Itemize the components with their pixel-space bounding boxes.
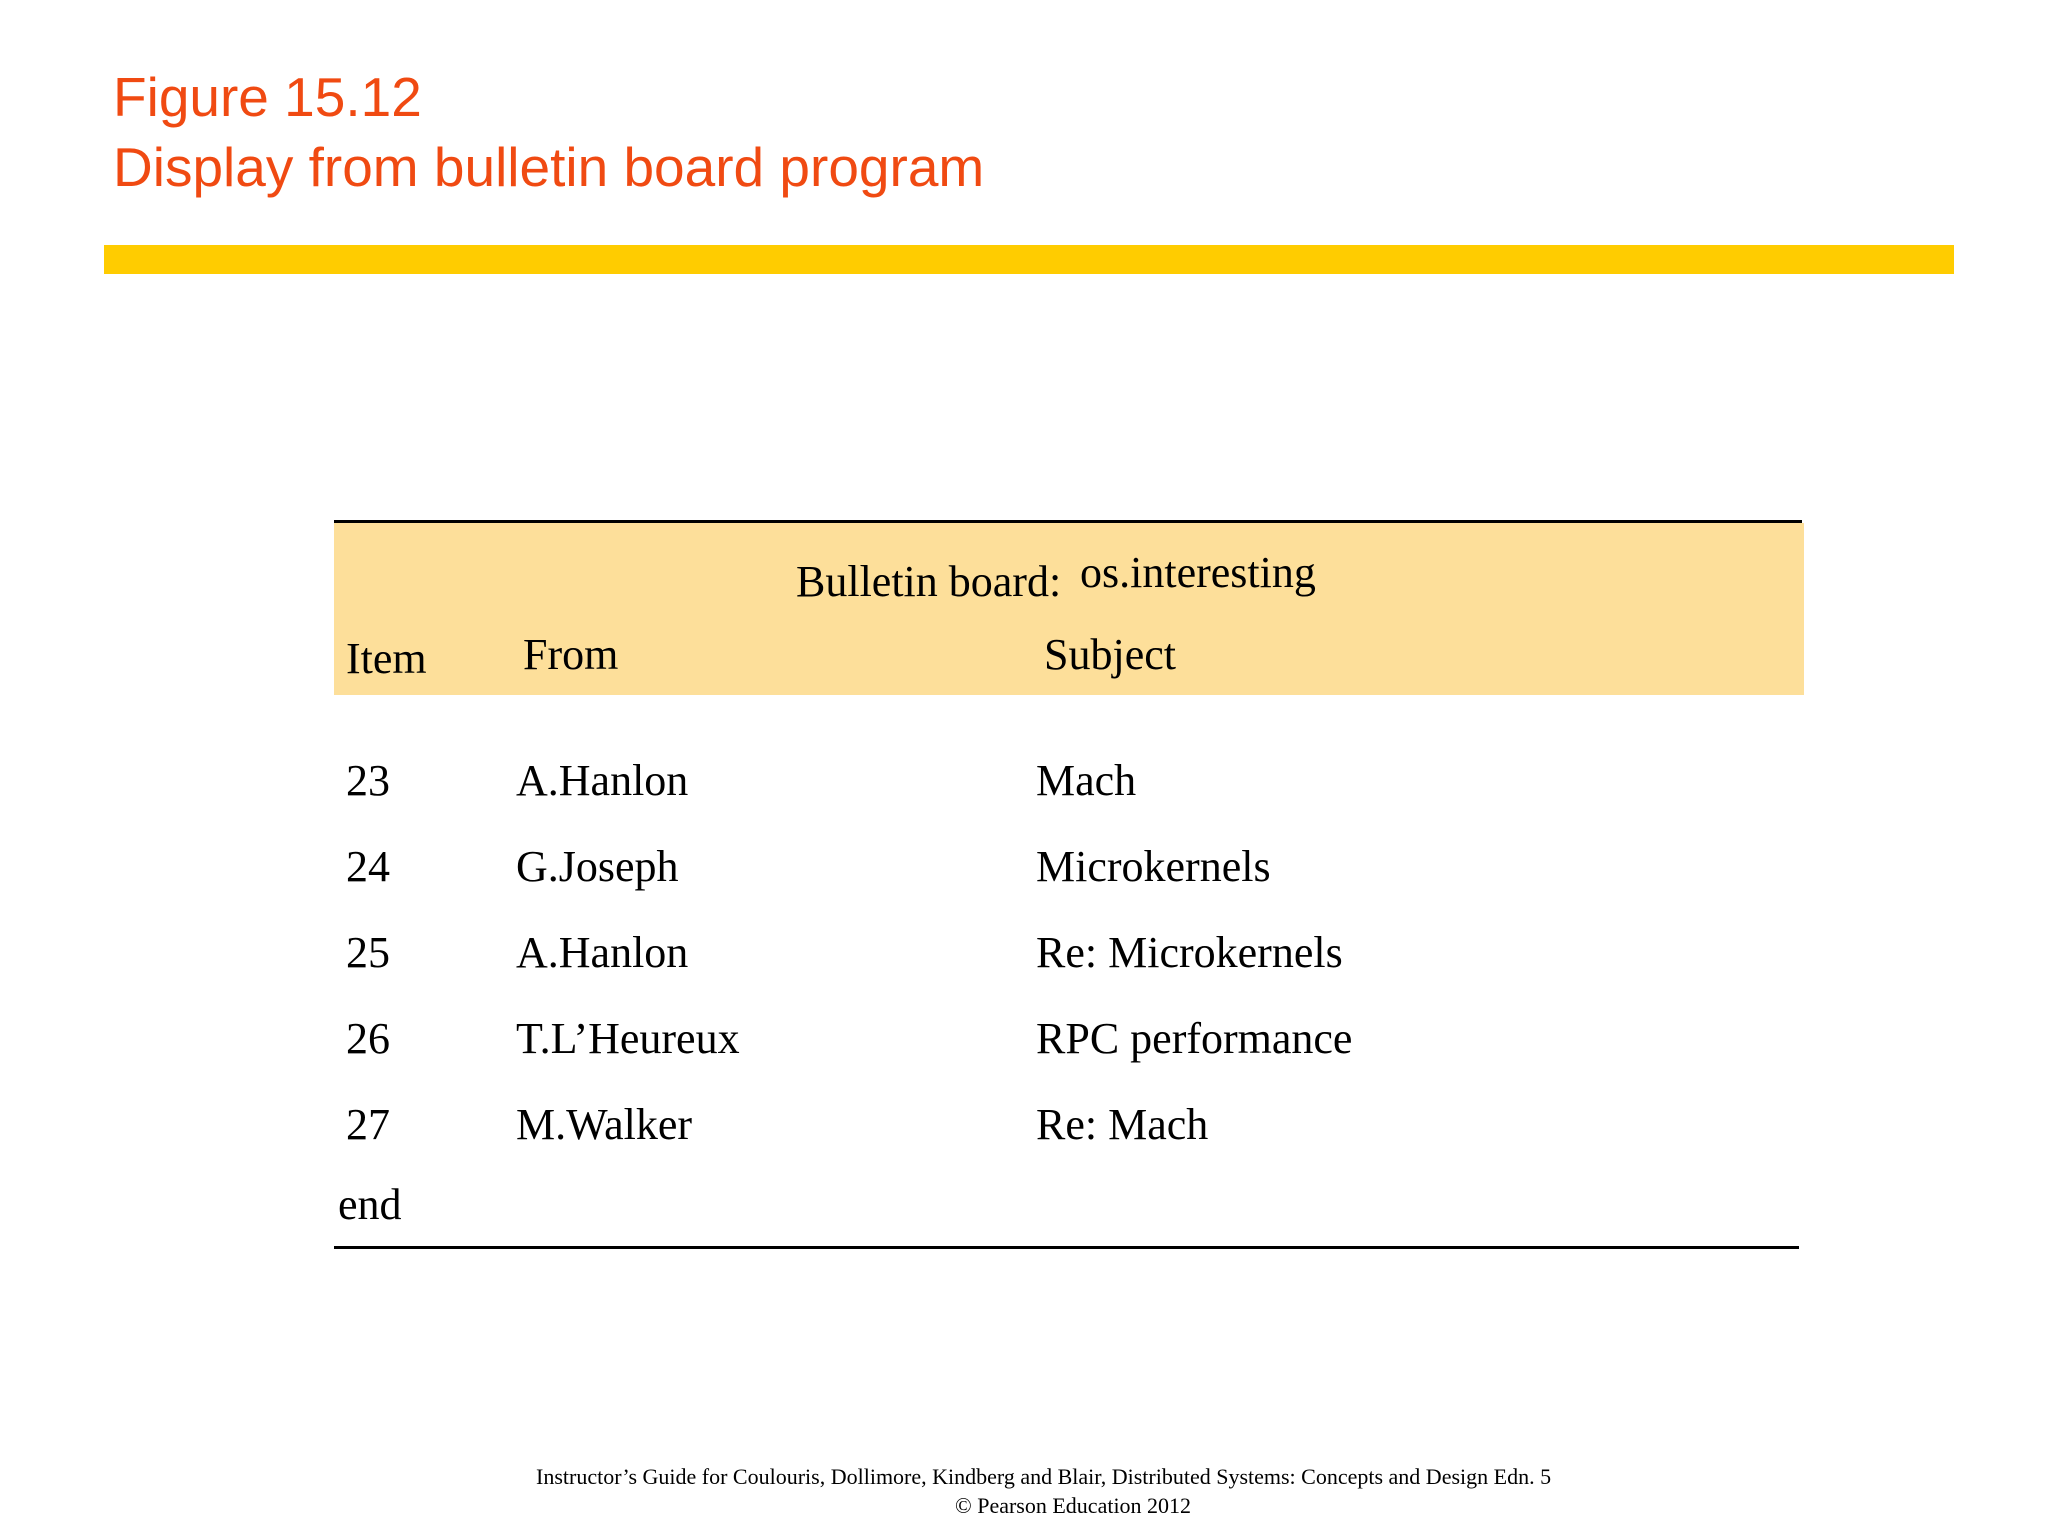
figure-number: Figure 15.12 [113, 66, 422, 128]
title-accent-bar [104, 245, 1954, 274]
row-from: M.Walker [516, 1100, 693, 1149]
row-subject: Mach [1036, 756, 1137, 805]
row-item-number: 26 [346, 1014, 390, 1063]
column-header-from: From [523, 630, 619, 679]
figure-caption: Display from bulletin board program [113, 136, 985, 198]
row-item-number: 24 [346, 842, 390, 891]
row-item-number: 27 [346, 1100, 390, 1149]
slide-title [113, 62, 984, 202]
row-item-number: 25 [346, 928, 390, 977]
footer-copyright: © Pearson Education 2012 [955, 1493, 1192, 1518]
board-caption-label: Bulletin board: [796, 557, 1062, 606]
row-from: G.Joseph [516, 842, 679, 891]
row-from: A.Hanlon [516, 928, 689, 977]
row-subject: RPC performance [1036, 1014, 1353, 1063]
row-item-number: 23 [346, 756, 390, 805]
end-marker: end [338, 1180, 402, 1229]
board-name: os.interesting [1080, 548, 1316, 597]
column-header-subject: Subject [1044, 630, 1176, 679]
row-from: T.L’Heureux [516, 1014, 740, 1063]
row-subject: Re: Mach [1036, 1100, 1209, 1149]
row-from: A.Hanlon [516, 756, 689, 805]
footer-citation: Instructor’s Guide for Coulouris, Dollimore, Kindberg and Blair, Distributed Systems: Concepts and Design Edn. 5 [536, 1464, 1552, 1489]
column-header-item: Item [346, 634, 427, 683]
bulletin-board-display [334, 520, 1804, 1248]
row-subject: Re: Microkernels [1036, 928, 1343, 977]
row-subject: Microkernels [1036, 842, 1271, 891]
bottom-rule [334, 1246, 1799, 1249]
